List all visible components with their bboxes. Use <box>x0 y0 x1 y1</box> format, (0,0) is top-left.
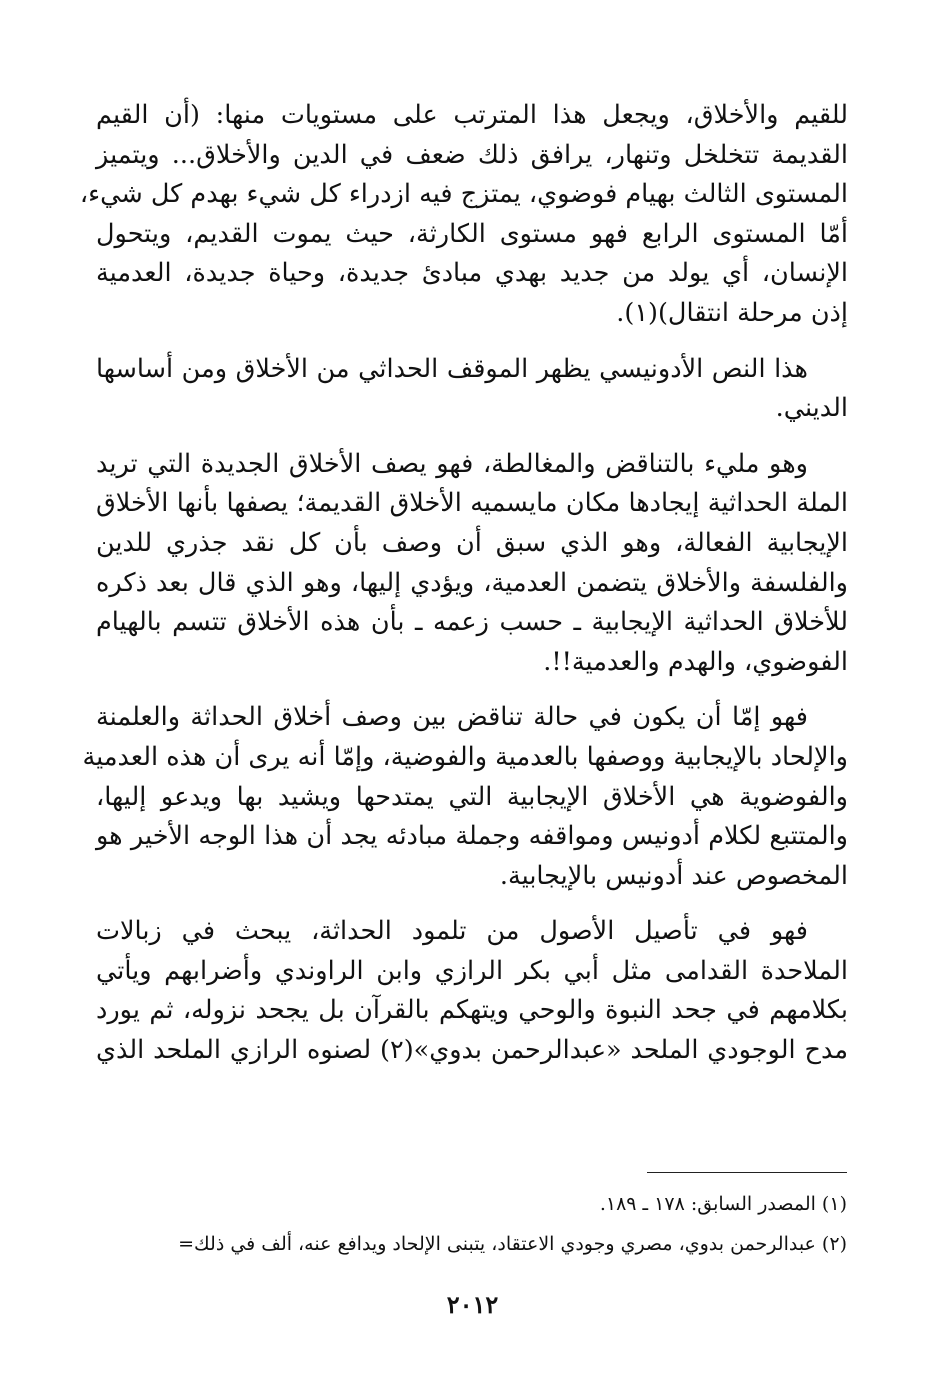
text-line: مدح الوجودي الملحد «عبدالرحمن بدوي»(٢) لصنوه الرازي الملحد الذي <box>96 1035 848 1066</box>
text-line: والمتتبع لكلام أدونيس ومواقفه وجملة مبادئه يجد أن هذا الوجه الأخير هو <box>96 821 848 852</box>
text-line: القديمة تتخلخل وتنهار، يرافق ذلك ضعف في الدين والأخلاق... ويتميز <box>96 139 848 170</box>
text-line: إذن مرحلة انتقال)(١). <box>616 297 848 328</box>
text-line: الإيجابية الفعالة، وهو الذي سبق أن وصف بأن كل نقد جذري للدين <box>96 527 848 558</box>
text-line: الإنسان، أي يولد من جديد بهدي مبادئ جديدة، وحياة جديدة، العدمية <box>96 258 848 289</box>
text-line: هذا النص الأدونيسي يظهر الموقف الحداثي من الأخلاق ومن أساسها <box>96 353 808 384</box>
footnote-divider <box>647 1172 847 1173</box>
text-line: المستوى الثالث بهيام فوضوي، يمتزج فيه ازدراء كل شيء بهدم كل شيء، <box>79 179 848 210</box>
text-line: بكلامهم في جحد النبوة والوحي ويتهكم بالقرآن بل يجحد نزوله، ثم يورد <box>96 995 848 1026</box>
footnote-1: (١) المصدر السابق: ١٧٨ ـ ١٨٩. <box>599 1193 847 1215</box>
text-line: وهو مليء بالتناقض والمغالطة، فهو يصف الأخلاق الجديدة التي تريد <box>96 448 808 479</box>
paragraph-4 <box>82 698 848 896</box>
text-line: للقيم والأخلاق، ويجعل هذا المترتب على مستويات منها: (أن القيم <box>96 100 848 130</box>
paragraph-3 <box>96 445 848 683</box>
paragraph-2 <box>96 350 848 429</box>
text-line: فهو في تأصيل الأصول من تلمود الحداثة، يبحث في زبالات <box>96 916 808 947</box>
text-line: الملاحدة القدامى مثل أبي بكر الرازي وابن الراوندي وأضرابهم ويأتي <box>96 955 848 986</box>
page-body <box>79 96 848 1087</box>
text-line: فهو إمّا أن يكون في حالة تناقض بين وصف أخلاق الحداثة والعلمنة <box>96 702 808 733</box>
footnote-2: (٢) عبدالرحمن بدوي، مصري وجودي الاعتقاد، يتبنى الإلحاد ويدافع عنه، ألف في ذلك= <box>178 1233 847 1255</box>
paragraph-1 <box>79 96 848 334</box>
text-line: للأخلاق الحداثية الإيجابية ـ حسب زعمه ـ بأن هذه الأخلاق تتسم بالهيام <box>96 607 848 638</box>
text-line: والإلحاد بالإيجابية ووصفها بالعدمية والفوضية، وإمّا أنه يرى أن هذه العدمية <box>82 741 848 772</box>
text-line: المخصوص عند أدونيس بالإيجابية. <box>499 860 848 891</box>
text-line: الفوضوي، والهدم والعدمية!!. <box>543 646 848 677</box>
footnotes <box>60 1184 847 1264</box>
paragraph-5 <box>96 912 848 1070</box>
text-line: الديني. <box>775 393 848 424</box>
text-line: والفوضوية هي الأخلاق الإيجابية التي يمتدحها ويشيد بها ويدعو إليها، <box>96 781 848 812</box>
page-number: ٢٠١٢ <box>446 1290 499 1319</box>
text-line: أمّا المستوى الرابع فهو مستوى الكارثة، حيث يموت القديم، ويتحول <box>96 218 848 249</box>
text-line: والفلسفة والأخلاق يتضمن العدمية، ويؤدي إليها، وهو الذي قال بعد ذكره <box>96 567 848 598</box>
text-line: الملة الحداثية إيجادها مكان مايسميه الأخلاق القديمة؛ يصفها بأنها الأخلاق <box>96 488 848 519</box>
